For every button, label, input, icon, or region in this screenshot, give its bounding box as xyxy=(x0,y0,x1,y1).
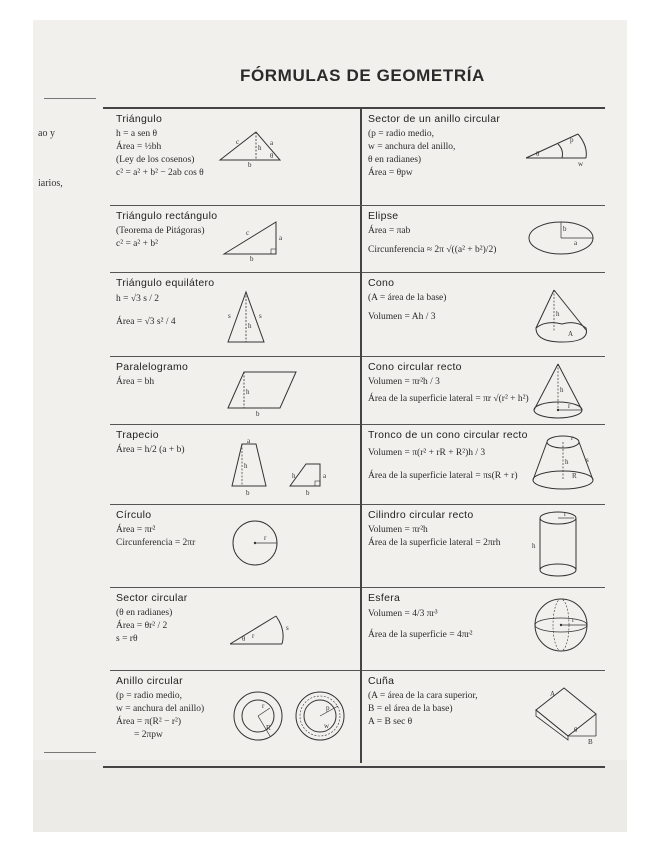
formula-line: w = anchura del anillo, xyxy=(368,142,456,152)
frustum-figure xyxy=(528,430,598,494)
margin-rule-bottom xyxy=(44,752,96,753)
cell-heading: Cono circular recto xyxy=(368,361,462,373)
formula-line: Volumen = πr²h xyxy=(368,525,428,535)
formula-line: A = B sec θ xyxy=(368,717,413,727)
formula-line: (p = radio medio, xyxy=(368,129,435,139)
label-h: h xyxy=(244,462,248,470)
label-r: r xyxy=(571,434,574,442)
label-s: s xyxy=(286,624,289,632)
label-b: b xyxy=(306,489,310,497)
label-p: p xyxy=(326,704,330,712)
label-b: b xyxy=(256,410,260,418)
label-h: h xyxy=(556,310,560,318)
formula-line: Área = πab xyxy=(368,226,411,236)
cell-heading: Sector circular xyxy=(116,592,188,604)
formula-line: c² = a² + b² xyxy=(116,239,158,249)
formula-line: Volumen = π(r² + rR + R²)h / 3 xyxy=(368,448,486,458)
margin-fragment-2: iarios, xyxy=(38,178,63,189)
label-h: h xyxy=(565,458,569,466)
label-theta: θ xyxy=(242,635,246,643)
circle-figure xyxy=(230,518,280,568)
trapezoid-figure xyxy=(228,438,340,500)
page-bottom-margin xyxy=(33,760,627,832)
formula-line: B = el área de la base) xyxy=(368,704,453,714)
sphere-figure xyxy=(532,596,590,654)
label-B: B xyxy=(588,738,593,746)
formula-line: Área = bh xyxy=(116,377,155,387)
formula-line: w = anchura del anillo) xyxy=(116,704,205,714)
formula-line: Área = √3 s² / 4 xyxy=(116,317,176,327)
right-circular-cone-figure xyxy=(530,360,590,422)
page-title: FÓRMULAS DE GEOMETRÍA xyxy=(240,66,485,85)
cell-heading: Círculo xyxy=(116,509,152,521)
cell-heading: Tronco de un cono circular recto xyxy=(368,429,528,441)
wedge-figure xyxy=(530,680,602,746)
formula-line: Área = πr² xyxy=(116,525,156,535)
label-A: A xyxy=(568,330,574,338)
formula-line: Volumen = 4/3 πr³ xyxy=(368,609,438,619)
cell-heading: Elipse xyxy=(368,210,399,222)
formula-line: Circunferencia ≈ 2π √((a² + b²)/2) xyxy=(368,245,497,255)
label-R: R xyxy=(572,472,577,480)
parallelogram-figure xyxy=(224,366,300,418)
label-w: w xyxy=(324,722,330,730)
label-s: s xyxy=(259,312,262,320)
cell-heading: Triángulo rectángulo xyxy=(116,210,218,222)
formula-line: Área = h/2 (a + b) xyxy=(116,445,185,455)
formula-line: Área de la superficie = 4πr² xyxy=(368,630,473,640)
label-b: b xyxy=(563,225,567,233)
cylinder-figure xyxy=(530,508,586,580)
cell-heading: Cono xyxy=(368,277,395,289)
label-c: c xyxy=(246,229,250,237)
label-h: h xyxy=(292,472,296,480)
label-h: h xyxy=(258,144,262,152)
formula-line: = 2πpw xyxy=(134,730,163,740)
annulus-figures xyxy=(232,686,352,750)
label-A: A xyxy=(550,690,556,698)
label-s: s xyxy=(586,456,589,464)
label-R: R xyxy=(266,724,271,732)
formula-line: Área de la superficie lateral = πr √(r² + h²) xyxy=(368,394,529,404)
cell-heading: Cilindro circular recto xyxy=(368,509,474,521)
label-theta: θ xyxy=(270,152,274,160)
formula-line: h = a sen θ xyxy=(116,129,158,139)
label-r: r xyxy=(564,510,567,518)
formula-line: Área = θr² / 2 xyxy=(116,621,168,631)
label-a: a xyxy=(323,472,327,480)
label-theta: θ xyxy=(536,150,540,158)
label-theta: θ xyxy=(574,726,578,734)
label-h: h xyxy=(246,388,250,396)
label-c: c xyxy=(236,138,240,146)
label-a: a xyxy=(270,139,274,147)
label-h: h xyxy=(560,386,564,394)
cell-heading: Triángulo equilátero xyxy=(116,277,215,289)
circular-sector-figure xyxy=(226,608,292,650)
cell-heading: Esfera xyxy=(368,592,401,604)
label-h: h xyxy=(248,322,252,330)
cell-heading: Anillo circular xyxy=(116,675,183,687)
formula-line: Volumen = Ah / 3 xyxy=(368,312,436,322)
cell-heading: Triángulo xyxy=(116,113,163,125)
right-triangle-figure xyxy=(220,218,286,262)
formula-line: (Teorema de Pitágoras) xyxy=(116,226,205,236)
formula-line: (A = área de la cara superior, xyxy=(368,691,478,701)
label-a: a xyxy=(574,239,578,247)
equilateral-triangle-figure xyxy=(224,288,268,348)
formula-line: Área de la superficie lateral = πs(R + r) xyxy=(368,471,518,481)
label-b: b xyxy=(246,489,250,497)
formula-line: Área = ½bh xyxy=(116,142,162,152)
formula-line: Área = π(R² − r²) xyxy=(116,717,181,727)
formula-line: θ en radianes) xyxy=(368,155,422,165)
ellipse-figure xyxy=(526,218,596,258)
label-r: r xyxy=(572,616,575,624)
formula-line: (Ley de los cosenos) xyxy=(116,155,195,165)
formula-line: (p = radio medio, xyxy=(116,691,183,701)
label-r: r xyxy=(252,632,255,640)
cell-heading: Trapecio xyxy=(116,429,159,441)
cell-heading: Cuña xyxy=(368,675,395,687)
formula-line: Área de la superficie lateral = 2πrh xyxy=(368,538,501,548)
label-b: b xyxy=(250,255,254,262)
formula-line: (A = área de la base) xyxy=(368,293,447,303)
formula-line: (θ en radianes) xyxy=(116,608,173,618)
formula-line: Circunferencia = 2πr xyxy=(116,538,196,548)
formula-line: Área = θpw xyxy=(368,168,413,178)
cone-figure xyxy=(532,286,592,346)
margin-fragment-1: ao y xyxy=(38,128,55,139)
label-p: p xyxy=(570,136,574,144)
triangle-figure xyxy=(218,128,284,168)
label-b: b xyxy=(248,161,252,168)
annulus-sector-figure xyxy=(522,128,592,168)
label-r: r xyxy=(264,534,267,542)
label-r: r xyxy=(568,402,571,410)
label-a: a xyxy=(279,234,283,242)
label-r: r xyxy=(262,702,265,710)
margin-rule xyxy=(44,98,96,99)
label-w: w xyxy=(578,160,584,168)
label-h: h xyxy=(532,542,536,550)
label-a: a xyxy=(247,438,251,445)
label-s: s xyxy=(228,312,231,320)
formula-line: h = √3 s / 2 xyxy=(116,294,160,304)
cell-heading: Paralelogramo xyxy=(116,361,189,373)
formula-line: s = rθ xyxy=(116,634,138,644)
cell-heading: Sector de un anillo circular xyxy=(368,113,501,125)
formula-line: c² = a² + b² − 2ab cos θ xyxy=(116,168,204,178)
formula-line: Volumen = πr²h / 3 xyxy=(368,377,440,387)
